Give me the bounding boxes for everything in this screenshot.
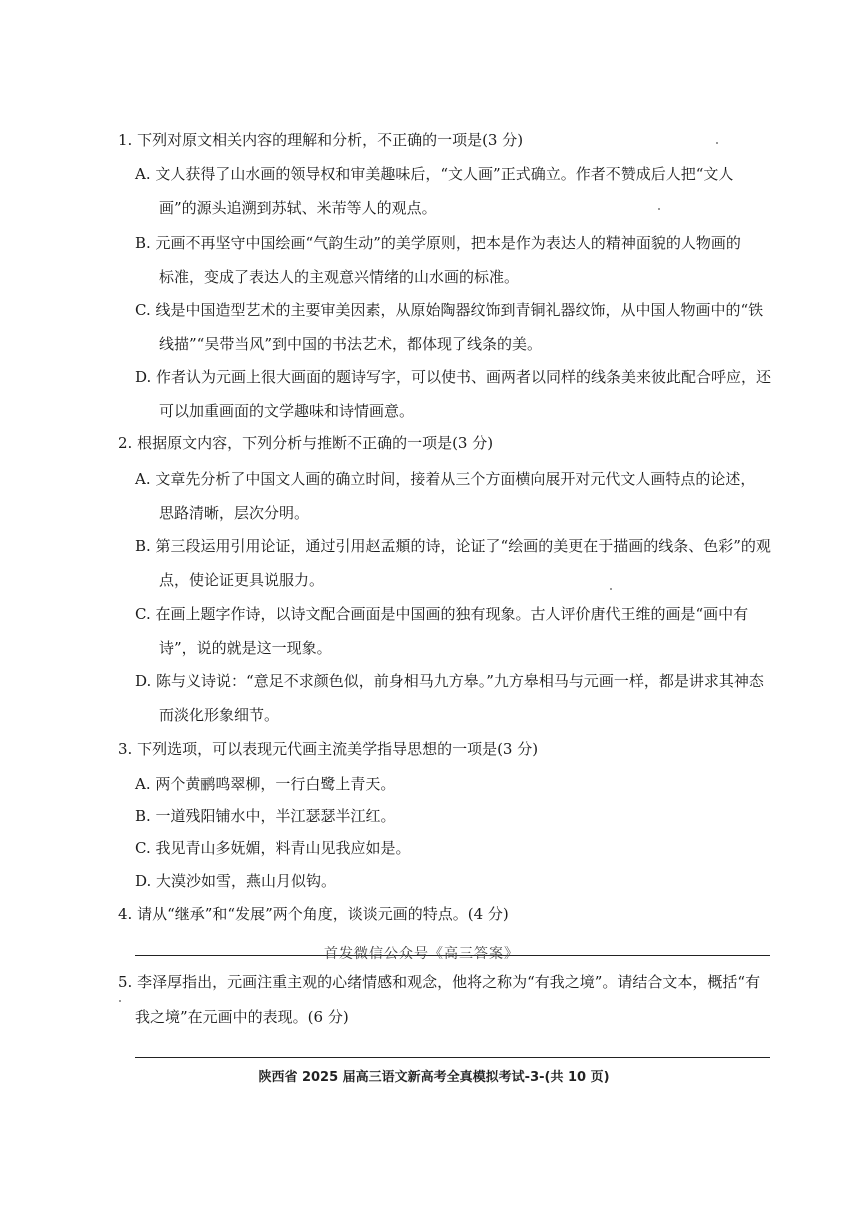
option-line: 可以加重画面的文学趣味和诗情画意。 bbox=[159, 402, 415, 420]
question-2-option-d[interactable] bbox=[135, 664, 775, 732]
option-line: C. 我见青山多妩媚，料青山见我应如是。 bbox=[135, 839, 411, 857]
option-line: D. 陈与义诗说：“意足不求颜色似，前身相马九方皋。”九方皋相马与元画一样，都是讲求其神态 bbox=[135, 672, 764, 690]
question-3-option-d[interactable] bbox=[135, 864, 775, 898]
option-line: 点，使论证更具说服力。 bbox=[159, 571, 325, 589]
question-1-option-a[interactable] bbox=[135, 157, 775, 225]
question-2-option-c[interactable] bbox=[135, 597, 775, 665]
page-footer: 陕西省 2025 届高三语文新高考全真模拟考试-3-(共 10 页) bbox=[258, 1070, 610, 1085]
option-line: B. 元画不再坚守中国绘画“气韵生动”的美学原则，把本是作为表达人的精神面貌的人物画的 bbox=[135, 234, 741, 252]
scan-speck bbox=[658, 208, 660, 210]
question-1-option-d[interactable] bbox=[135, 360, 775, 428]
question-2-stem: 2. 根据原文内容，下列分析与推断不正确的一项是(3 分) bbox=[118, 434, 494, 452]
footer-divider bbox=[135, 1057, 770, 1058]
question-2-option-a[interactable] bbox=[135, 462, 775, 530]
option-line: A. 两个黄鹂鸣翠柳，一行白鹭上青天。 bbox=[135, 775, 396, 793]
question-1-option-c[interactable] bbox=[135, 293, 775, 361]
option-line: 而淡化形象细节。 bbox=[159, 706, 280, 724]
question-1-stem: 1. 下列对原文相关内容的理解和分析，不正确的一项是(3 分) bbox=[118, 131, 524, 149]
option-line: 标准，变成了表达人的主观意兴情绪的山水画的标准。 bbox=[159, 268, 520, 286]
option-line: 画”的源头追溯到苏轼、米芾等人的观点。 bbox=[159, 199, 437, 217]
question-3-option-c[interactable] bbox=[135, 831, 775, 865]
scan-speck bbox=[119, 1000, 121, 1002]
question-5-stem-line-2: 我之境”在元画中的表现。(6 分) bbox=[135, 1008, 349, 1026]
option-line: D. 作者认为元画上很大画面的题诗写字，可以使书、画两者以同样的线条美来彼此配合呼应，还 bbox=[135, 368, 772, 386]
option-line: A. 文章先分析了中国文人画的确立时间，接着从三个方面横向展开对元代文人画特点的论述， bbox=[135, 470, 756, 488]
option-line: A. 文人获得了山水画的领导权和审美趣味后，“文人画”正式确立。作者不赞成后人把“文人 bbox=[135, 165, 734, 183]
question-3-option-b[interactable] bbox=[135, 799, 775, 833]
question-3-stem: 3. 下列选项，可以表现元代画主流美学指导思想的一项是(3 分) bbox=[118, 740, 539, 758]
option-line: 线描”“吴带当风”到中国的书法艺术，都体现了线条的美。 bbox=[159, 335, 543, 353]
option-line: B. 第三段运用引用论证，通过引用赵孟頫的诗，论证了“绘画的美更在于描画的线条、色彩”的观 bbox=[135, 537, 771, 555]
scan-speck bbox=[716, 142, 718, 144]
option-line: B. 一道残阳铺水中，半江瑟瑟半江红。 bbox=[135, 807, 396, 825]
question-1-option-b[interactable] bbox=[135, 226, 775, 294]
scan-speck bbox=[610, 588, 612, 590]
watermark-text: 首发微信公众号《高三答案》 bbox=[324, 946, 519, 962]
question-5-stem-line-1: 5. 李泽厚指出，元画注重主观的心绪情感和观念，他将之称为“有我之境”。请结合文本，概括“有 bbox=[118, 973, 761, 991]
question-3-option-a[interactable] bbox=[135, 767, 775, 801]
question-2-option-b[interactable] bbox=[135, 529, 775, 597]
option-line: 诗”，说的就是这一现象。 bbox=[159, 639, 332, 657]
option-line: C. 线是中国造型艺术的主要审美因素，从原始陶器纹饰到青铜礼器纹饰，从中国人物画中的“铁 bbox=[135, 301, 764, 319]
option-line: C. 在画上题字作诗，以诗文配合画面是中国画的独有现象。古人评价唐代王维的画是“画中有 bbox=[135, 605, 749, 623]
question-4-stem: 4. 请从“继承”和“发展”两个角度，谈谈元画的特点。(4 分) bbox=[118, 905, 509, 923]
option-line: D. 大漠沙如雪，燕山月似钩。 bbox=[135, 872, 337, 890]
option-line: 思路清晰，层次分明。 bbox=[159, 504, 310, 522]
